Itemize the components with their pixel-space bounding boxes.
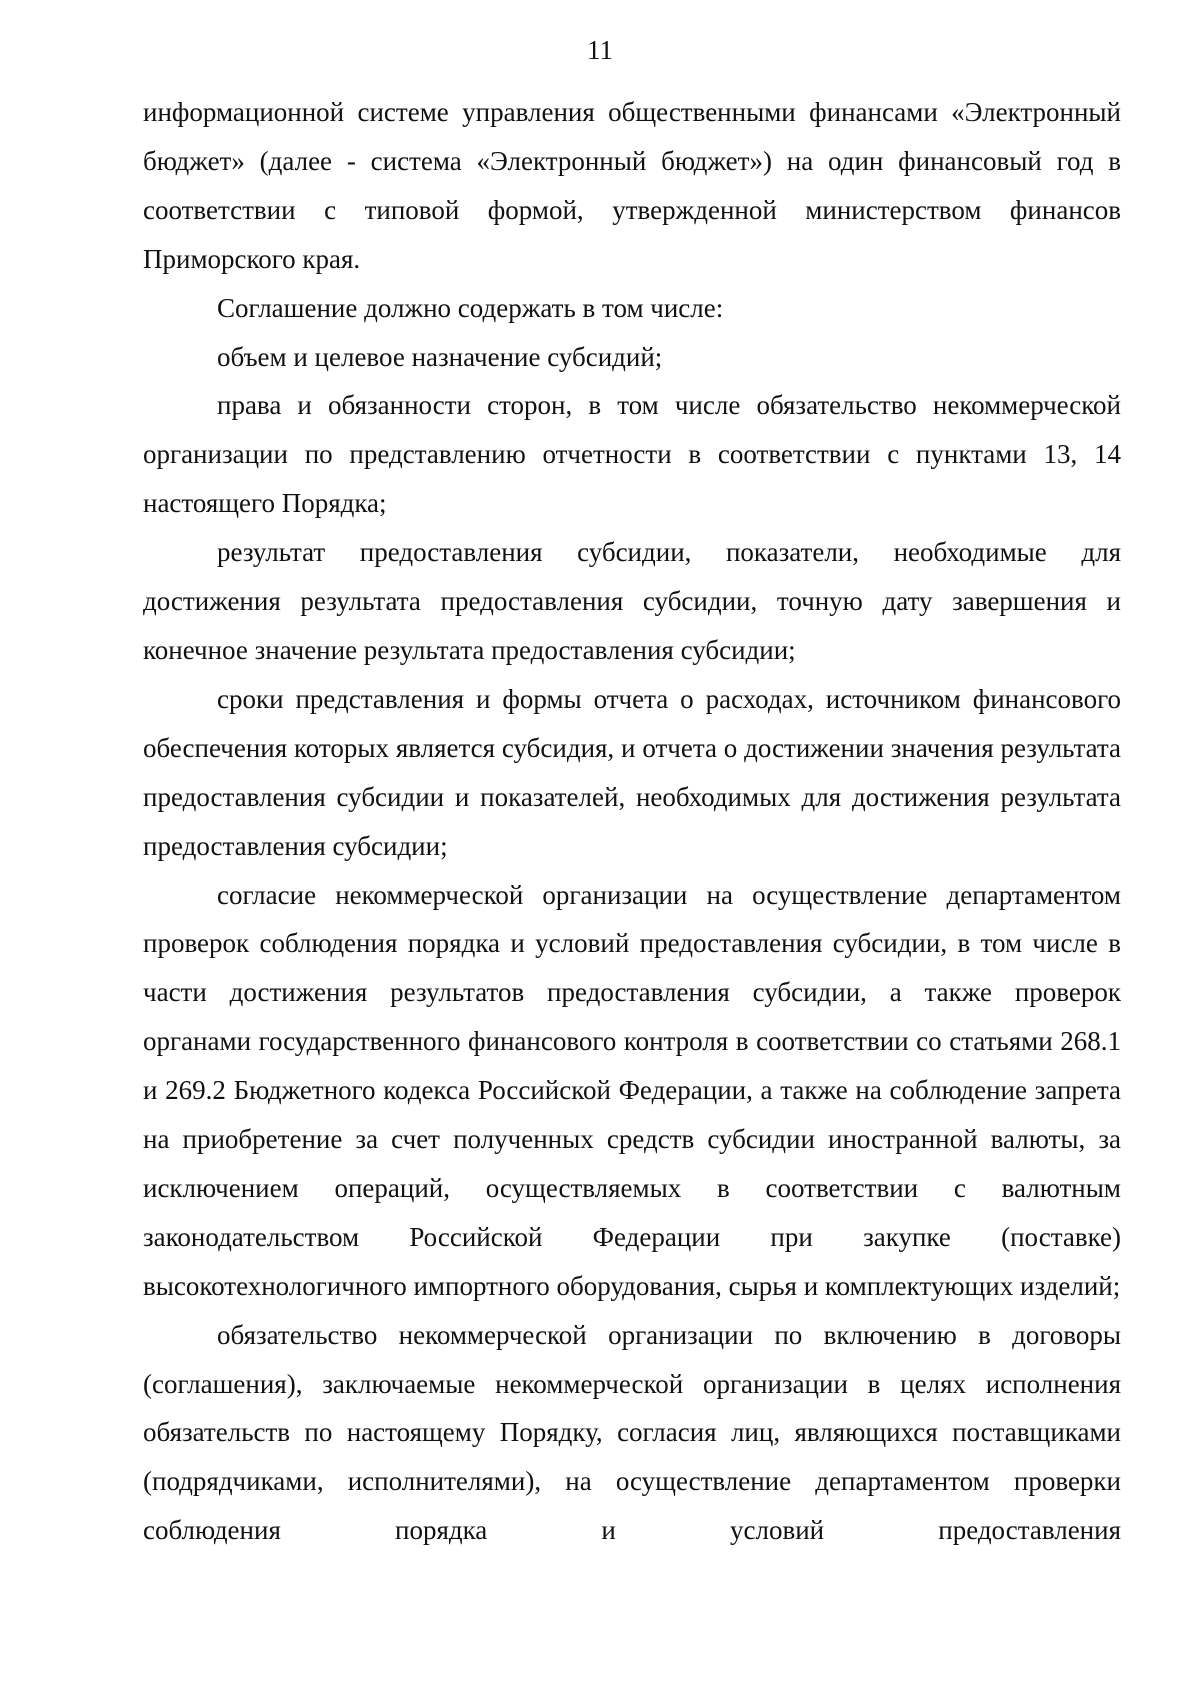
document-body bbox=[143, 88, 1121, 1555]
paragraph-agreement-must-contain: Соглашение должно содержать в том числе: bbox=[217, 292, 724, 323]
page-number: 11 bbox=[587, 35, 613, 65]
paragraph-item-contract-obligation: обязательство некоммерческой организации по включению в договоры (соглашения), заключаемые некоммерческой организации в целях исполнения обязательств по настоящему Порядку, согласия лиц, являющихся поставщиками (подрядчиками, исполнителями), на осуществление департаментом проверки соблюдения порядка и условий предоставления bbox=[143, 1319, 1121, 1546]
paragraph-item-consent-inspections: согласие некоммерческой организации на осуществление департаментом проверок соблюдения порядка и условий предоставления субсидии, в том числе в части достижения результатов предоставления субсидии, а также проверок органами государственного финансового контроля в соответствии со статьями 268.1 и 269.2 Бюджетного кодекса Российской Федерации, а также на соблюдение запрета на приобретение за счет полученных средств субсидии иностранной валюты, за исключением операций, осуществляемых в соответствии с валютным законодательством Российской Федерации при закупке (поставке) высокотехнологичного импортного оборудования, сырья и комплектующих изделий; bbox=[143, 879, 1121, 1301]
paragraph-item-result: результат предоставления субсидии, показатели, необходимые для достижения результата предоставления субсидии, точную дату завершения и конечное значение результата предоставления субсидии; bbox=[143, 537, 1121, 665]
paragraph-item-rights-obligations: права и обязанности сторон, в том числе обязательство некоммерческой организации по представлению отчетности в соответствии с пунктами 13, 14 настоящего Порядка; bbox=[143, 390, 1121, 519]
paragraph-item-reporting-terms: сроки представления и формы отчета о расходах, источником финансового обеспечения которых является субсидия, и отчета о достижении значения результата предоставления субсидии и показателей, необходимых для достижения результата предоставления субсидии; bbox=[143, 683, 1121, 861]
paragraph-intro-continuation: информационной системе управления общественными финансами «Электронный бюджет» (далее - система «Электронный бюджет») на один финансовый год в соответствии с типовой формой, утвержденной министерством финансов Приморского края. bbox=[143, 97, 1121, 274]
paragraph-item-volume-purpose: объем и целевое назначение субсидий; bbox=[217, 341, 663, 372]
